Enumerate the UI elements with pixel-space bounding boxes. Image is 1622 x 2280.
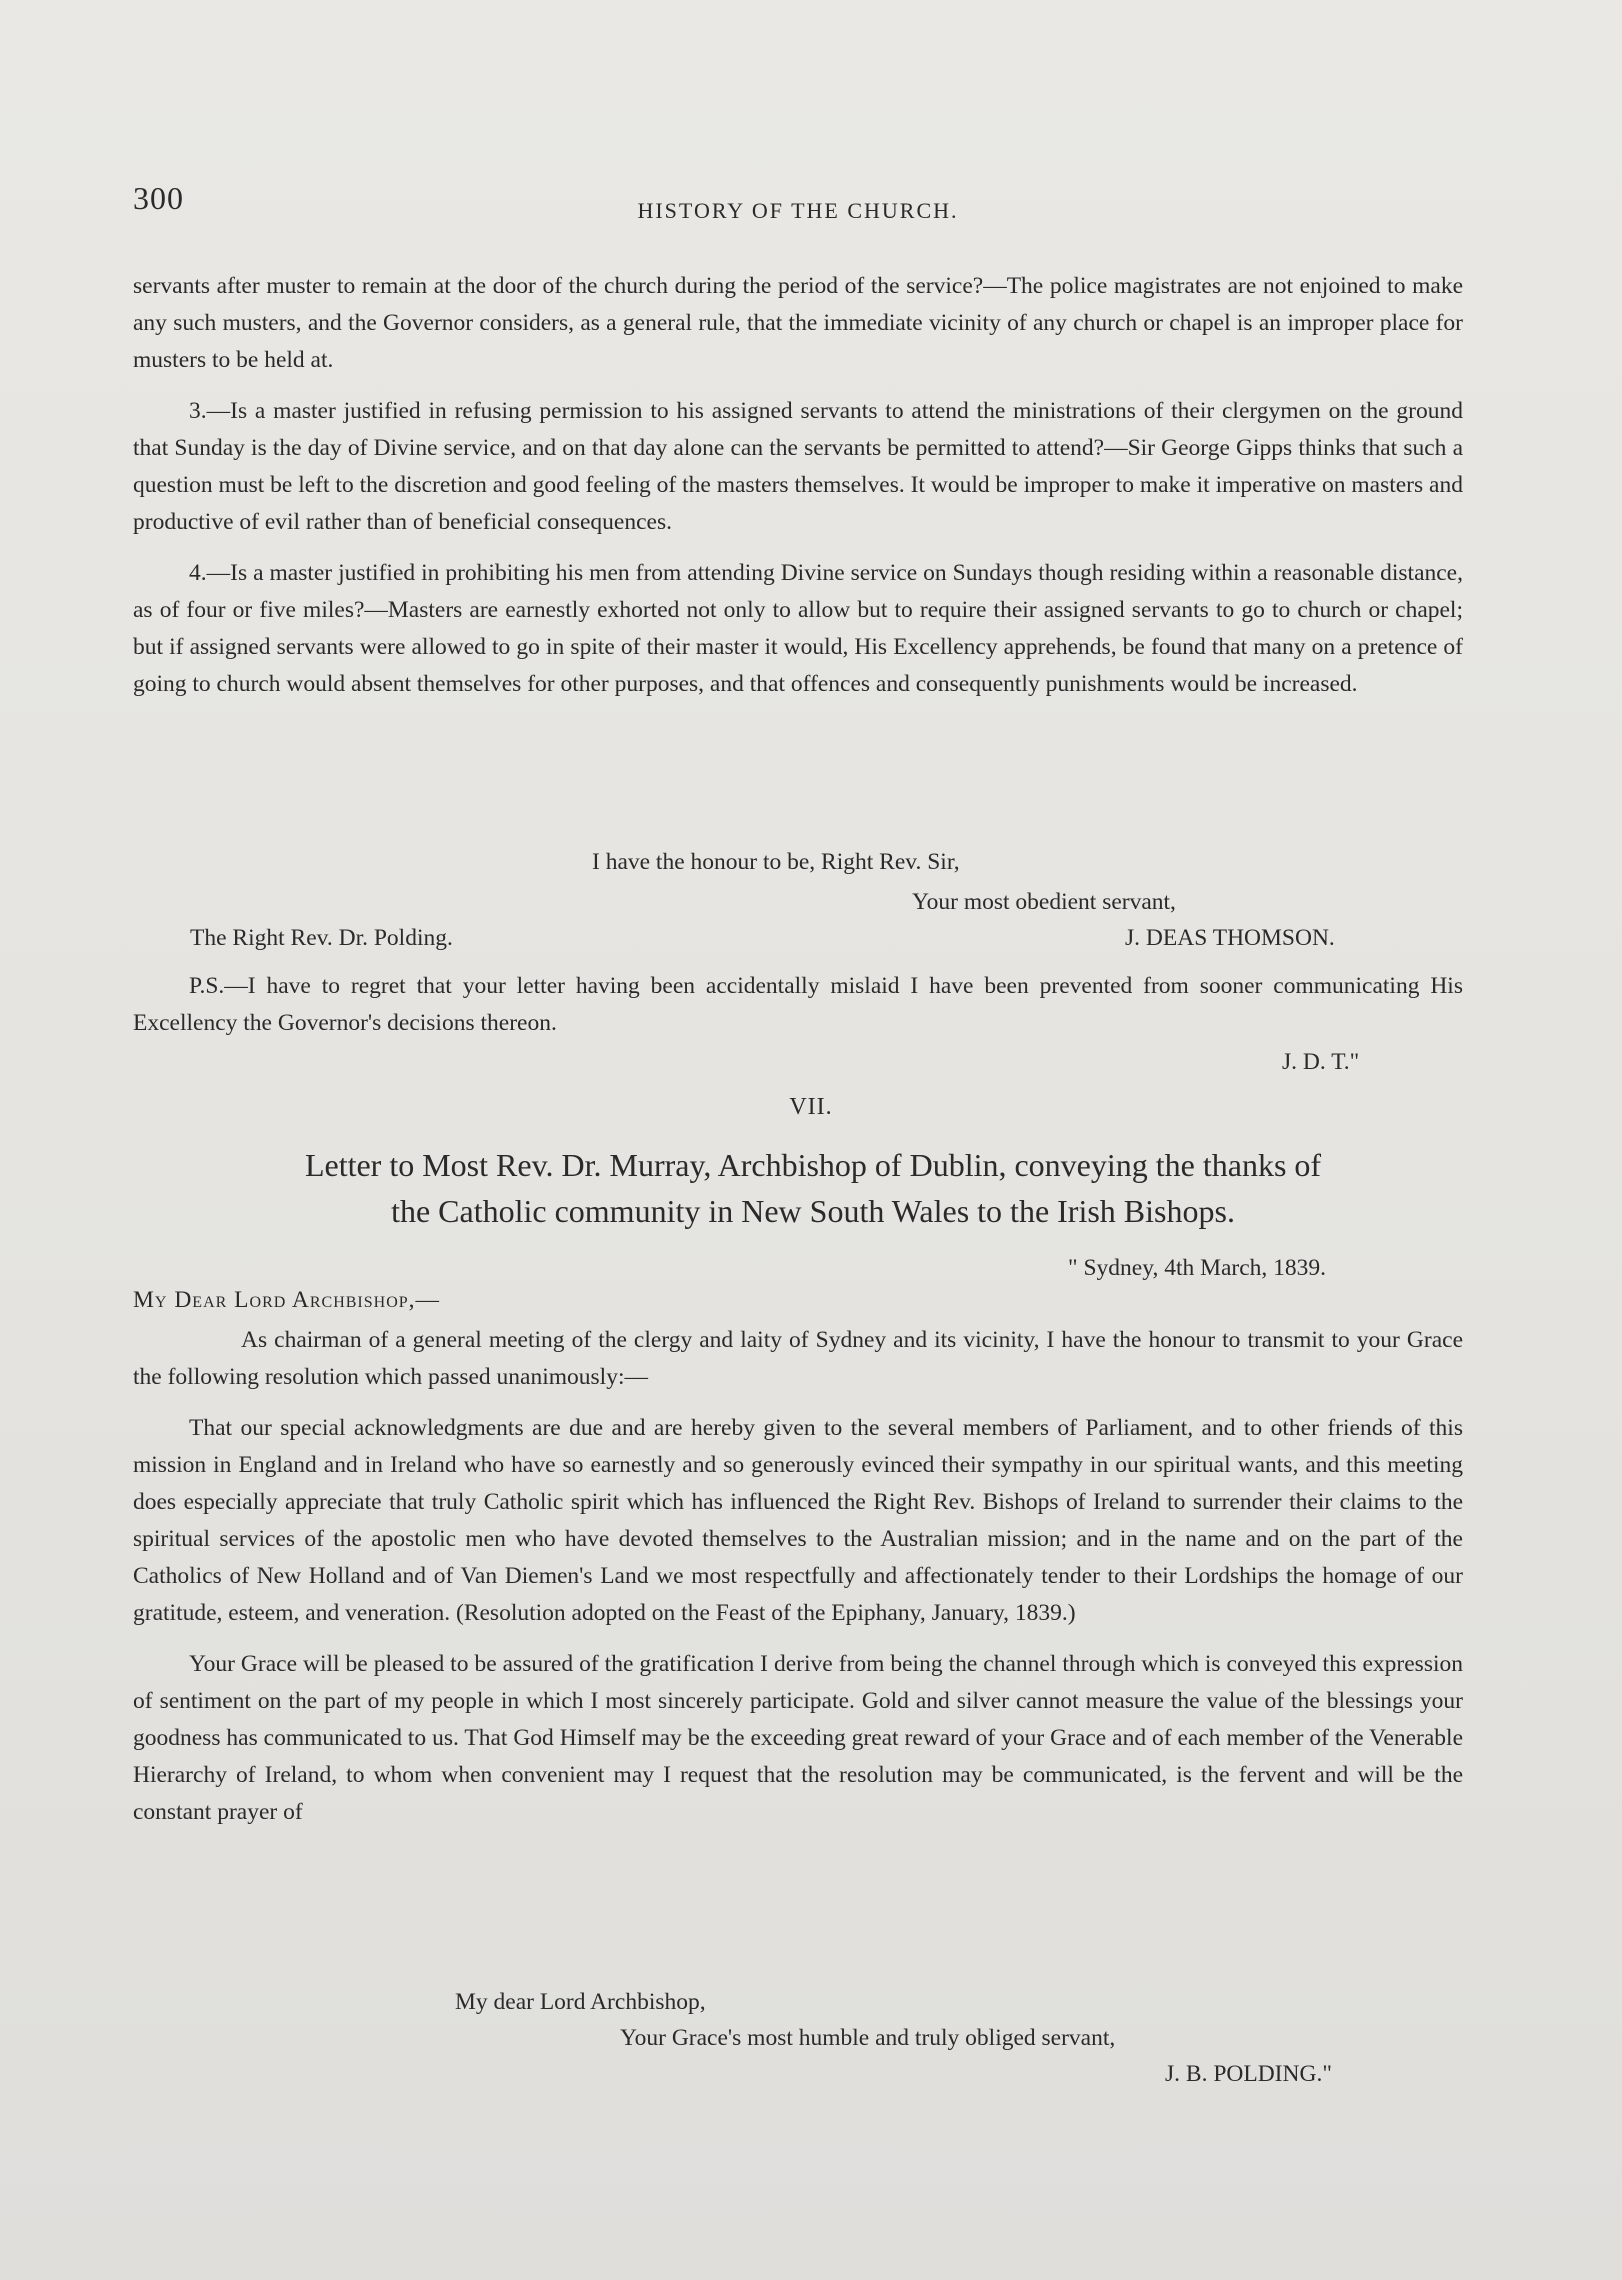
section-number: VII. bbox=[789, 1094, 833, 1120]
paragraph-continuation: servants after muster to remain at the door of the church during the period of the service?—The police magistrates are not enjoined to make any such musters, and the Governor considers, as a general rule, that the immediate vicinity of any church or chapel is an improper place for musters to be held at. bbox=[133, 273, 1463, 373]
page-header bbox=[133, 180, 1463, 230]
paragraph-resolution: That our special acknowledgments are due and are hereby given to the several members of Parliament, and to other friends of this mission in England and in Ireland who have so earnestly and so generously evinced their sympathy in our spiritual wants, and this meeting does especially appreciate that truly Catholic spirit which has influenced the Right Rev. Bishops of Ireland to surrender their claims to the spiritual services of the apostolic men who have devoted themselves to the Australian mission; and in the name and on the part of the Catholics of New Holland and of Van Diemen's Land we most respectfully and affectionately tender to their Lordships the homage of our gratitude, esteem, and veneration. (Resolution adopted on the Feast of the Epiphany, January, 1839.) bbox=[133, 1415, 1463, 1626]
letter-two-body bbox=[133, 1322, 1463, 1831]
postscript-initials: J. D. T." bbox=[1282, 1049, 1360, 1075]
signature-polding: J. B. POLDING." bbox=[1165, 2061, 1332, 2087]
paragraph-question-3: 3.—Is a master justified in refusing permission to his assigned servants to attend the ministrations of their clergymen on the ground that Sunday is the day of Divine service, and on that day alone can the servants be permitted to attend?—Sir George Gipps thinks that such a question must be left to the discretion and good feeling of the masters themselves. It would be improper to make it imperative on masters and productive of evil rather than of beneficial consequences. bbox=[133, 398, 1463, 535]
letter-one-body bbox=[133, 268, 1463, 703]
signature-thomson: J. DEAS THOMSON. bbox=[1125, 925, 1335, 951]
closing-obliged-servant: Your Grace's most humble and truly obliged servant, bbox=[620, 2025, 1116, 2051]
paragraph-question-4: 4.—Is a master justified in prohibiting his men from attending Divine service on Sundays though residing within a reasonable distance, as of four or five miles?—Masters are earnestly exhorted not only to allow but to require their assigned servants to go to church or chapel; but if assigned servants were allowed to go in spite of their master it would, His Excellency apprehends, be found that many on a pretence of going to church would absent themselves for other purposes, and that offences and consequently punishments would be increased. bbox=[133, 560, 1463, 697]
closing-dear-archbishop: My dear Lord Archbishop, bbox=[455, 1989, 706, 2015]
paragraph-chairman: As chairman of a general meeting of the clergy and laity of Sydney and its vicinity, I have the honour to transmit to your Grace the following resolution which passed unanimously:— bbox=[133, 1327, 1463, 1390]
postscript-text: P.S.—I have to regret that your letter having been accidentally mislaid I have been prevented from sooner communicating His Excellency the Governor's decisions thereon. bbox=[133, 973, 1463, 1036]
salutation: My Dear Lord Archbishop,— bbox=[133, 1287, 441, 1313]
paragraph-gratification: Your Grace will be pleased to be assured of the gratification I derive from being the channel through which is conveyed this expression of sentiment on the part of my people in which I most sincerely participate. Gold and silver cannot measure the value of the blessings your goodness has communicated to us. That God Himself may be the exceeding great reward of your Grace and of each member of the Venerable Hierarchy of Ireland, to whom when convenient may I request that the resolution may be communicated, is the fervent and will be the constant prayer of bbox=[133, 1651, 1463, 1825]
running-head: HISTORY OF THE CHURCH. bbox=[637, 198, 959, 223]
addressee: The Right Rev. Dr. Polding. bbox=[190, 925, 453, 951]
postscript bbox=[133, 968, 1463, 1042]
closing-line-servant: Your most obedient servant, bbox=[912, 889, 1176, 915]
letter-title-line-1: Letter to Most Rev. Dr. Murray, Archbishop of Dublin, conveying the thanks of bbox=[304, 1147, 1322, 1183]
letter-title-line-2: the Catholic community in New South Wales to the Irish Bishops. bbox=[391, 1193, 1235, 1229]
closing-line-honour: I have the honour to be, Right Rev. Sir, bbox=[592, 849, 960, 875]
letter-title bbox=[133, 1142, 1493, 1234]
dateline: " Sydney, 4th March, 1839. bbox=[1068, 1255, 1327, 1281]
page-number: 300 bbox=[133, 180, 184, 216]
